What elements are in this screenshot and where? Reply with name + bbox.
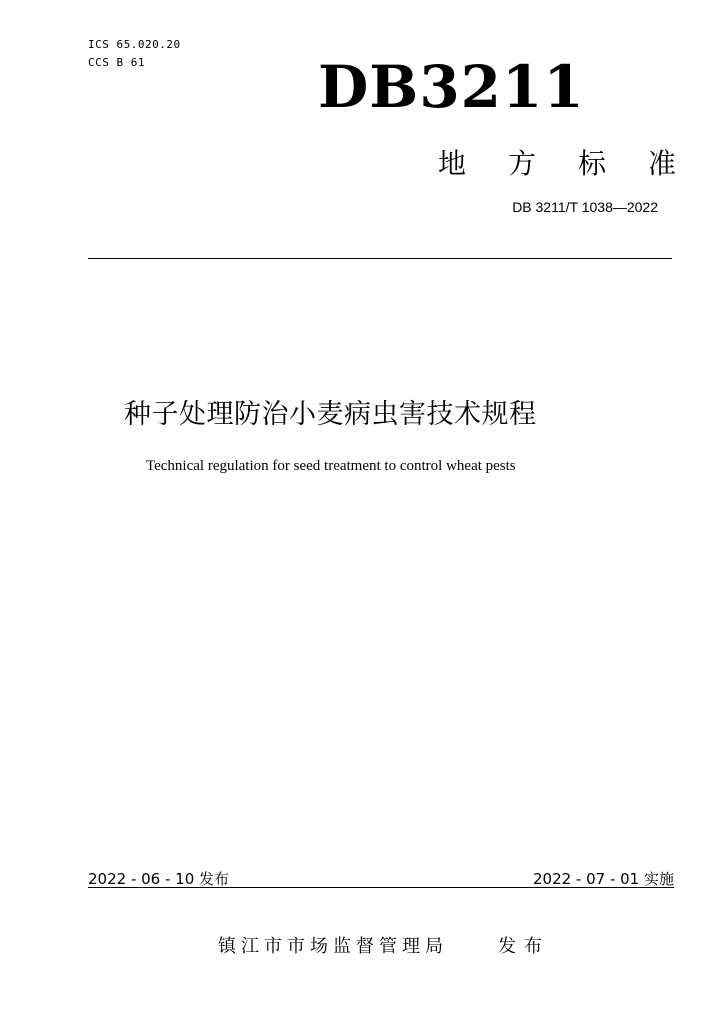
standard-number: DB 3211/T 1038—2022 — [512, 199, 658, 215]
ics-code: ICS 65.020.20 — [88, 38, 181, 51]
title-english: Technical regulation for seed treatment to control wheat pests — [146, 458, 516, 474]
title-chinese: 种子处理防治小麦病虫害技术规程 — [124, 399, 537, 430]
footer-divider — [88, 887, 674, 888]
standard-type: 地方标准 — [437, 147, 718, 180]
implement-date: 2022 - 07 - 01 实施 — [532, 870, 674, 888]
ccs-code: CCS B 61 — [88, 56, 145, 69]
header-divider — [88, 258, 672, 259]
issue-label: 发布 — [498, 936, 550, 957]
issue-date: 2022 - 06 - 10 发布 — [88, 870, 230, 888]
issuing-authority: 镇江市市场监督管理局 — [218, 936, 448, 957]
db-code: DB3211 — [318, 53, 585, 121]
